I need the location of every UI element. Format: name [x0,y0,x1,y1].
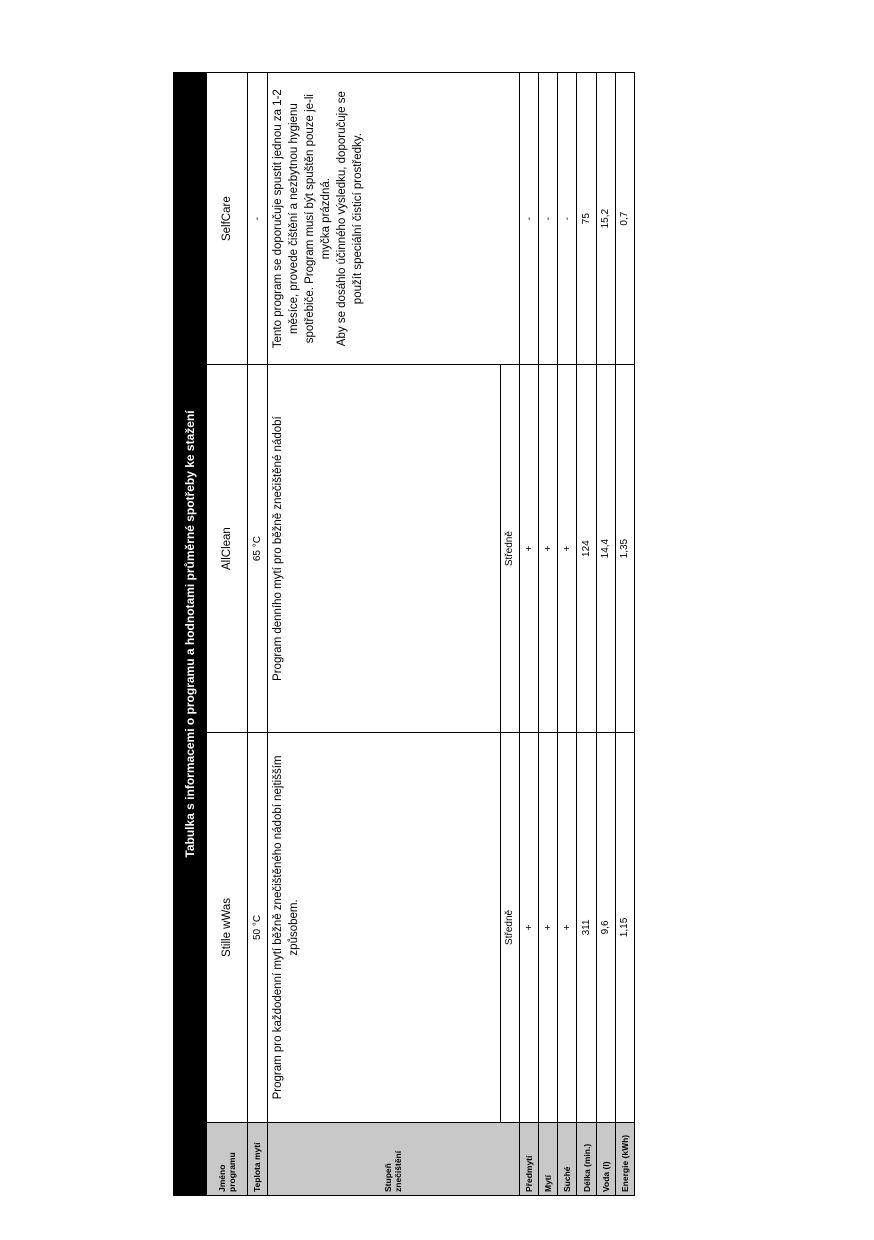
program-prewash: - [519,73,538,365]
program-dry: + [558,365,577,733]
row-header-wash: Mytí [539,1122,558,1195]
program-description [267,732,500,1122]
program-temperature: - [247,73,267,365]
program-name: AllClean [207,365,247,733]
program-energy: 0,7 [615,73,634,365]
program-info-table [173,72,635,1196]
program-temperature: 50 °C [247,732,267,1122]
program-prewash: + [519,732,538,1122]
program-name: SelfCare [207,73,247,365]
water-row [596,73,615,1196]
program-description [267,73,519,365]
program-soil-level: Středně [500,732,519,1122]
row-header-prewash: Předmytí [519,1122,538,1195]
temperature-row [247,73,267,1196]
program-water: 9,6 [596,732,615,1122]
row-header-duration: Délka (min.) [577,1122,596,1195]
program-temperature: 65 °C [247,365,267,733]
description-text: Program denního mytí pro běžně znečištěné nádobí [271,416,284,681]
program-name: Stille wWas [207,732,247,1122]
description-text: Program pro každodenní mytí běžně znečištěného nádobí nejtišším způsobem. [271,755,300,1100]
wash-row [539,73,558,1196]
row-header-dry: Suché [558,1122,577,1195]
program-wash: - [539,73,558,365]
program-soil-level: Středně [500,365,519,733]
program-dry: - [558,73,577,365]
row-header-water: Voda (l) [596,1122,615,1195]
program-name-row [207,73,247,1196]
prewash-row [519,73,538,1196]
row-header-name: Jméno programu [207,1122,247,1195]
program-duration: 75 [577,73,596,365]
row-header-temperature: Teplota mytí [247,1122,267,1195]
duration-row [577,73,596,1196]
program-energy: 1,35 [615,365,634,733]
program-description [267,365,500,733]
description-extra-text: Aby se dosáhlo účinného výsledku, doporučuje se použít speciální čisticí prostředky. [335,91,364,347]
program-wash: + [539,365,558,733]
program-duration: 124 [577,365,596,733]
dry-row [558,73,577,1196]
program-water: 15,2 [596,73,615,365]
program-water: 14,4 [596,365,615,733]
description-text: Tento program se doporučuje spustit jednou za 1-2 měsíce, provede čištění a nezbytnou hygienu spotřebiče. Program musí být spuštěn pouze je-li myčka prázdná. [271,89,332,349]
program-duration: 311 [577,732,596,1122]
description-row [267,73,500,1196]
energy-row [615,73,634,1196]
program-dry: + [558,732,577,1122]
row-header-soil-level: Stupeň znečištění [267,1122,519,1195]
table-title-row [174,73,207,1196]
program-prewash: + [519,365,538,733]
row-header-energy: Energie (kWh) [615,1122,634,1195]
program-wash: + [539,732,558,1122]
rotated-table-container [173,72,635,1196]
program-energy: 1,15 [615,732,634,1122]
table-title: Tabulka s informacemi o programu a hodnotami průměrné spotřeby ke stažení [174,73,207,1196]
